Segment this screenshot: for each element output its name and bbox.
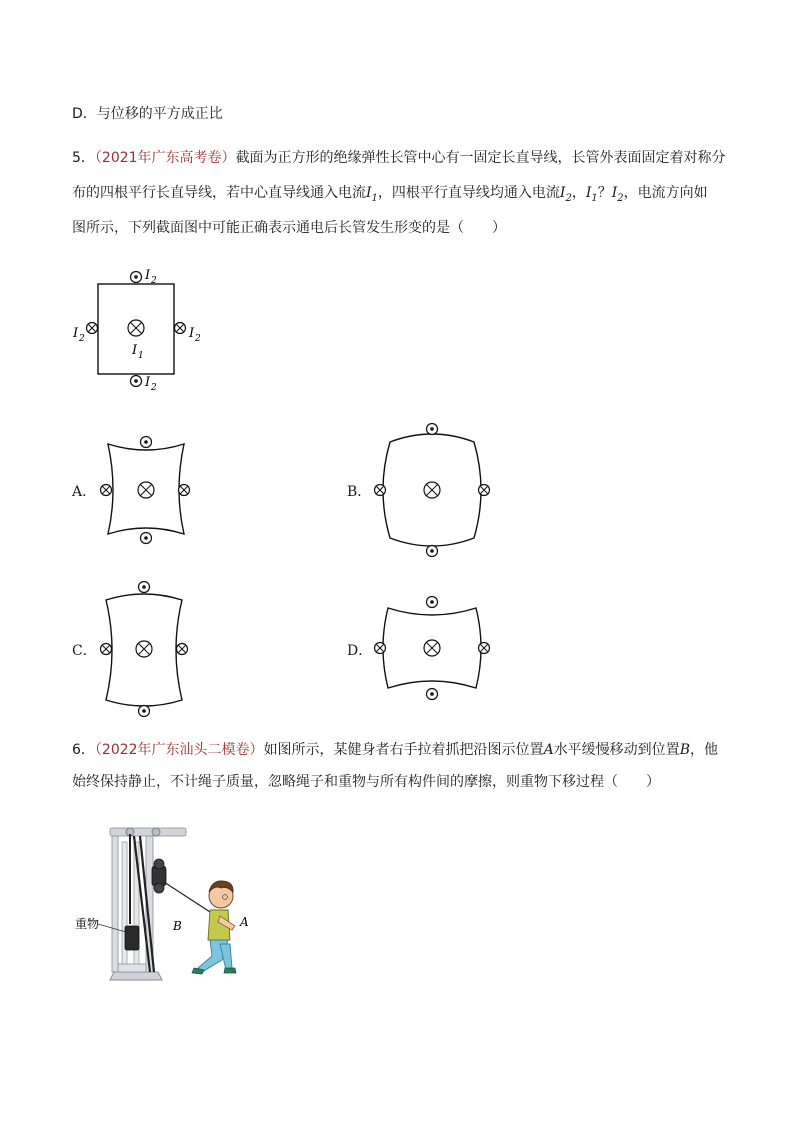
weight-label: 重物 [75, 917, 100, 931]
q6-line-2: 始终保持静止，不计绳子质量，忽略绳子和重物与所有构件间的摩擦，则重物下移过程（ ） [72, 774, 660, 790]
q6-line1-b: 水平缓慢移动到位置 [553, 742, 680, 758]
q5-sub-1: 1 [371, 192, 378, 204]
wire-in-icon [101, 644, 112, 655]
q5-sub-2-b: 2 [617, 192, 624, 204]
label-bottom-sub: 2 [151, 383, 157, 393]
option-b-label[interactable]: B． [347, 484, 372, 500]
q6-line1-a: 如图所示，某健身者右手拉着抓把沿图示位置 [263, 742, 544, 758]
q5-line-1 [72, 148, 726, 168]
option-b-figure[interactable] [370, 420, 494, 560]
q6-pos-b: B [679, 742, 690, 758]
center-wire-in-icon [424, 640, 440, 656]
wire-out-icon [139, 706, 150, 717]
option-d-label[interactable]: D． [347, 643, 373, 659]
q6-line1-c: ，他 [689, 742, 718, 758]
option-a-label[interactable]: A． [72, 484, 97, 500]
q5-var-i1-b: I [585, 185, 592, 201]
label-center-i: I [132, 343, 138, 358]
label-top-sub: 2 [151, 276, 157, 286]
label-right-sub: 2 [195, 334, 201, 344]
q5-number: 5． [72, 150, 95, 166]
wire-out-icon [427, 689, 438, 700]
label-left-i: I [73, 326, 79, 341]
q5-sub-1-b: 1 [591, 192, 598, 204]
wire-out-icon [427, 597, 438, 608]
fig-label-a: A [240, 915, 249, 929]
wire-in-icon [479, 485, 490, 496]
wire-out-icon [427, 424, 438, 435]
wire-out-icon [131, 376, 142, 387]
q5-line2-b: ，四根平行直导线均通入电流 [377, 185, 560, 201]
q6-gym-figure [70, 822, 270, 990]
wire-in-icon [375, 643, 386, 654]
fig-label-b: B [173, 919, 182, 933]
wire-in-icon [101, 485, 112, 496]
q5-line2-e: ，电流方向如 [623, 185, 708, 201]
label-left-sub: 2 [79, 334, 85, 344]
q5-line1-text: 截面为正方形的绝缘弹性长管中心有一固定长直导线，长管外表面固定着对称分 [235, 150, 726, 166]
wire-out-icon [141, 533, 152, 544]
q5-line-2 [72, 183, 708, 209]
machine-frame [112, 834, 118, 972]
q5-var-i2: I [559, 185, 566, 201]
prev-option-d: D．与位移的平方成正比 [72, 106, 223, 122]
label-right-i: I [189, 326, 195, 341]
q5-var-i1: I [366, 185, 372, 201]
wire-out-icon [131, 272, 142, 283]
option-c-figure[interactable] [94, 578, 198, 720]
option-d-figure[interactable] [370, 592, 494, 704]
q5-line2-c: ， [571, 185, 586, 201]
q5-main-figure [68, 262, 218, 397]
q6-number: 6． [72, 742, 95, 758]
wire-in-icon [87, 323, 98, 334]
q5-source: （2021年广东高考卷） [94, 150, 236, 166]
wire-in-icon [479, 643, 490, 654]
option-a-figure[interactable] [94, 430, 198, 550]
wire-in-icon [177, 644, 188, 655]
wire-in-icon [179, 485, 190, 496]
wire-in-icon [375, 485, 386, 496]
wire-out-icon [427, 546, 438, 557]
label-center-sub: 1 [138, 351, 144, 361]
q6-line-1 [72, 740, 718, 760]
q6-pos-a: A [543, 742, 554, 758]
q5-sub-2: 2 [565, 192, 572, 204]
wire-out-icon [141, 437, 152, 448]
q5-line2-a: 布的四根平行长直导线，若中心直导线通入电流 [72, 185, 366, 201]
center-wire-in-icon [128, 320, 144, 336]
wire-out-icon [139, 582, 150, 593]
center-wire-in-icon [136, 641, 152, 657]
label-bottom-i: I [145, 375, 151, 390]
person-figure [192, 881, 236, 974]
label-top-i: I [145, 268, 151, 283]
weight-stack [125, 926, 139, 950]
q5-var-i2-b: I [611, 185, 618, 201]
option-c-label[interactable]: C． [72, 643, 97, 659]
center-wire-in-icon [138, 482, 154, 498]
center-wire-in-icon [424, 482, 440, 498]
q5-line2-d: ？ [597, 185, 612, 201]
q5-line-3: 图所示，下列截面图中可能正确表示通电后长管发生形变的是（ ） [72, 220, 506, 236]
wire-in-icon [175, 323, 186, 334]
q6-source: （2022年广东汕头二模卷） [94, 742, 264, 758]
